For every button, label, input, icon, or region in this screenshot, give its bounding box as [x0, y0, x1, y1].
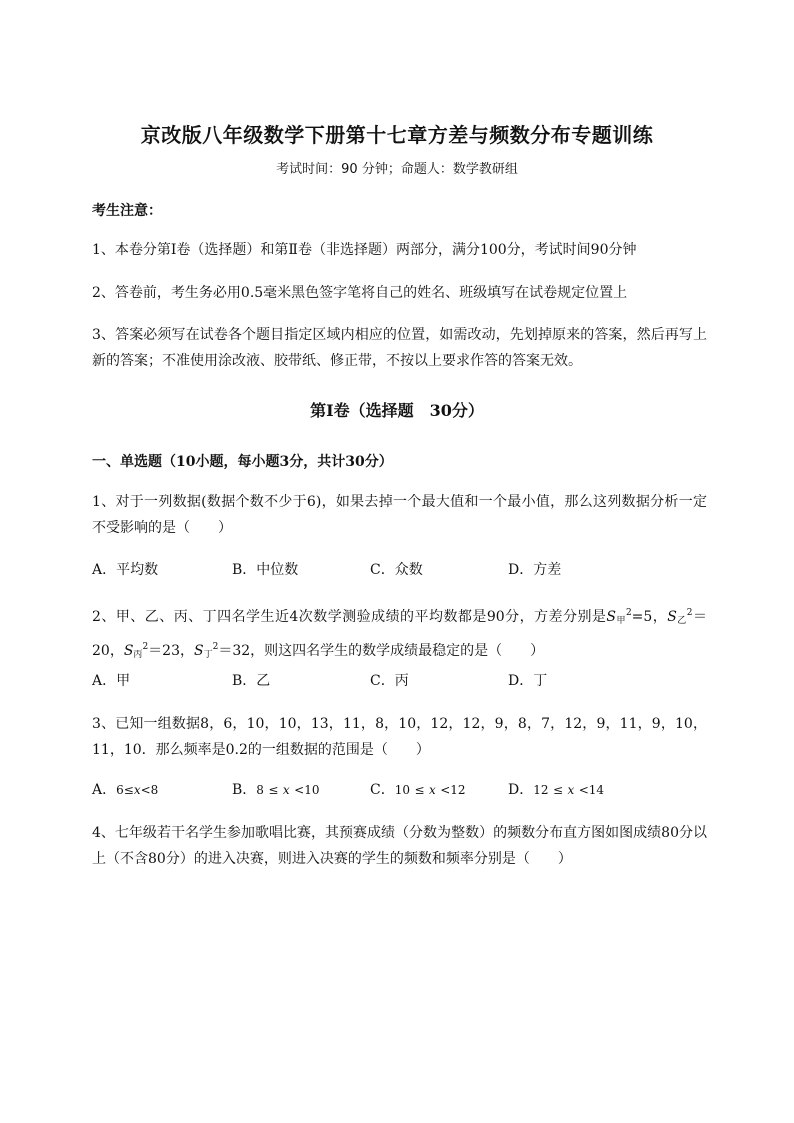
q2-option-b[interactable]: B．乙	[232, 673, 271, 689]
part-heading: 一、单选题（10小题，每小题3分，共计30分）	[92, 454, 393, 470]
notice-item-3: 3、答案必须写在试卷各个题目指定区域内相应的位置，如需改动，先划掉原来的答案，然后再写上新的答案；不准使用涂改液、胶带纸、修正带，不按以上要求作答的答案无效。	[92, 327, 707, 369]
q1-option-d[interactable]: D．方差	[508, 562, 562, 578]
section-title: 第Ⅰ卷（选择题 30分）	[310, 401, 484, 420]
exam-info: 考试时间：90 分钟；命题人：数学教研组	[276, 162, 518, 177]
notice-item-2: 2、答卷前，考生务必用0.5毫米黑色签字笔将自己的姓名、班级填写在试卷规定位置上	[92, 285, 628, 301]
question-3-stem: 3、已知一组数据8，6，10，10，13，11，8，10，12，12，9，8，7，12，9，11，9，10，11，10．那么频率是0.2的一组数据的范围是（ ）	[92, 716, 707, 758]
question-1-stem: 1、对于一列数据(数据个数不少于6)，如果去掉一个最大值和一个最小值，那么这列数据分析一定不受影响的是（ ）	[92, 494, 707, 536]
notice-item-1: 1、本卷分第Ⅰ卷（选择题）和第Ⅱ卷（非选择题）两部分，满分100分，考试时间90分钟	[92, 242, 637, 258]
q3-option-d[interactable]: D．12 ≤ x <14	[508, 782, 605, 798]
question-4-stem: 4、七年级若干名学生参加歌唱比赛，其预赛成绩（分数为整数）的频数分布直方图如图成绩80分以上（不含80分）的进入决赛，则进入决赛的学生的频数和频率分别是（ ）	[92, 825, 707, 867]
q2-option-d[interactable]: D．丁	[508, 673, 548, 689]
notice-heading: 考生注意：	[92, 203, 162, 219]
page-title: 京改版八年级数学下册第十七章方差与频数分布专题训练	[140, 123, 654, 147]
q2-option-a[interactable]: A．甲	[92, 673, 131, 689]
q1-option-a[interactable]: A．平均数	[92, 562, 159, 578]
q3-option-a[interactable]: A．6≤x<8	[92, 782, 159, 798]
q1-option-b[interactable]: B．中位数	[232, 562, 299, 578]
question-2-stem: 2、甲、乙、丙、丁四名学生近4次数学测验成绩的平均数都是90分，方差分别是$S_甲^2=5$，$S_乙^2=20$，$S_丙^2=23$，$S_丁^2=32$，则这四名学生的数学成绩最稳定的是（ ）	[92, 608, 707, 660]
q2-option-c[interactable]: C．丙	[370, 673, 409, 689]
q3-option-c[interactable]: C．10 ≤ x <12	[370, 782, 466, 798]
q3-option-b[interactable]: B．8 ≤ x <10	[232, 782, 320, 798]
q1-option-c[interactable]: C．众数	[370, 562, 423, 578]
